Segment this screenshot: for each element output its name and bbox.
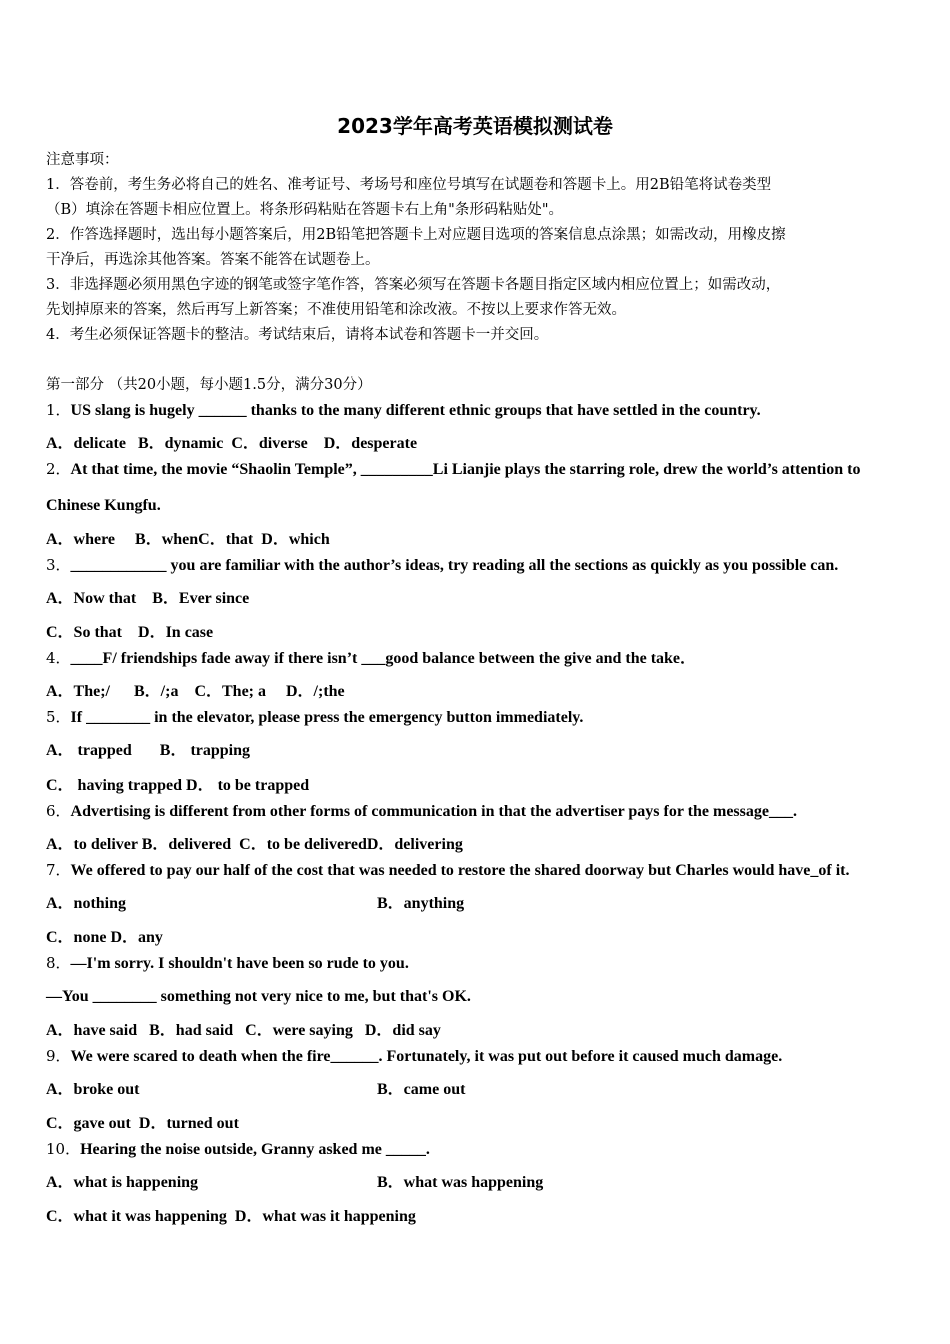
question-5-options: A． trapped B． trapping: [46, 742, 251, 759]
question-7-options: [46, 892, 465, 916]
question-5-options: C． having trapped D． to be trapped: [46, 777, 310, 794]
question-text: Hearing the noise outside, Granny asked me _____.: [80, 1141, 430, 1158]
question-1: [46, 398, 761, 423]
question-number: 2．: [46, 460, 71, 478]
notice-line: 1．答卷前，考生务必将自己的姓名、准考证号、考场号和座位号填写在试题卷和答题卡上。用2B铅笔将试卷类型: [46, 177, 772, 193]
notice-heading: 注意事项：: [46, 152, 119, 168]
option-b: B．anything: [377, 895, 465, 912]
question-9-options: C．gave out D．turned out: [46, 1115, 239, 1132]
notice-line: 3．非选择题必须用黑色字迹的钢笔或签字笔作答，答案必须写在答题卡各题目指定区域内相应位置上；如需改动，: [46, 277, 781, 293]
option-a: A．what is happening: [46, 1174, 199, 1191]
option-a: A．broke out: [46, 1081, 140, 1098]
question-text: We were scared to death when the fire______. Fortunately, it was put out before it caused much damage.: [70, 1048, 783, 1065]
question-number: 3．: [46, 556, 71, 574]
question-6-options: A．to deliver B．delivered C．to be deliveredD．delivering: [46, 836, 463, 853]
question-10-options: [46, 1171, 544, 1195]
question-3: [46, 553, 838, 578]
question-4: [46, 646, 696, 671]
question-8-options: A．have said B．had said C．were saying D．did say: [46, 1022, 441, 1039]
question-3-options: C．So that D．In case: [46, 624, 214, 641]
question-number: 8．: [46, 954, 71, 972]
question-7: [46, 858, 849, 883]
question-3-options: A．Now that B．Ever since: [46, 590, 250, 607]
question-number: 4．: [46, 649, 71, 667]
question-2: [46, 457, 860, 482]
question-number: 6．: [46, 802, 71, 820]
question-9-options: [46, 1078, 466, 1102]
notice-line: 先划掉原来的答案，然后再写上新答案；不准使用铅笔和涂改液。不按以上要求作答无效。: [46, 302, 626, 318]
question-text: If ________ in the elevator, please press the emergency button immediately.: [70, 709, 584, 726]
question-text: US slang is hugely ______ thanks to the many different ethnic groups that have settled in the country.: [70, 402, 761, 419]
question-9: [46, 1044, 782, 1069]
question-8: [46, 951, 409, 976]
question-number: 10．: [46, 1140, 81, 1158]
question-text: At that time, the movie “Shaolin Temple”, _________Li Lianjie plays the starring role, drew the world’s attention to: [70, 461, 861, 478]
option-a: A．nothing: [46, 895, 127, 912]
option-b: B．what was happening: [377, 1174, 544, 1191]
notice-line: 4．考生必须保证答题卡的整洁。考试结束后，请将本试卷和答题卡一并交回。: [46, 327, 549, 343]
option-b: B．came out: [377, 1081, 466, 1098]
page-title: 2023学年高考英语模拟测试卷: [337, 114, 613, 138]
question-number: 1．: [46, 401, 71, 419]
question-number: 5．: [46, 708, 71, 726]
question-1-options: A．delicate B．dynamic C．diverse D．desperate: [46, 435, 418, 452]
question-6: [46, 799, 797, 824]
notice-line: （B）填涂在答题卡相应位置上。将条形码粘贴在答题卡右上角"条形码粘贴处"。: [46, 202, 563, 218]
question-number: 7．: [46, 861, 71, 879]
question-2-options: A．where B．whenC．that D．which: [46, 531, 330, 548]
question-4-options: A．The;/ B．/;a C．The; a D．/;the: [46, 683, 345, 700]
question-2-continuation: Chinese Kungfu.: [46, 497, 161, 514]
notice-line: 2．作答选择题时，选出每小题答案后，用2B铅笔把答题卡上对应题目选项的答案信息点涂黑；如需改动，用橡皮擦: [46, 227, 786, 243]
question-text: We offered to pay our half of the cost that was needed to restore the shared doorway but Charles would have_of it.: [70, 862, 850, 879]
notice-line: 干净后，再选涂其他答案。答案不能答在试题卷上。: [46, 252, 380, 268]
section-heading: 第一部分 （共20小题，每小题1.5分，满分30分）: [46, 377, 372, 393]
question-text: ____F/ friendships fade away if there isn’t ___good balance between the give and the take．: [70, 650, 697, 667]
question-number: 9．: [46, 1047, 71, 1065]
question-10-options: C．what it was happening D．what was it happening: [46, 1208, 416, 1225]
question-text: ____________ you are familiar with the author’s ideas, try reading all the sections as quickly as you possible can.: [70, 557, 839, 574]
question-8-continuation: —You ________ something not very nice to me, but that's OK.: [46, 988, 471, 1005]
question-text: —I'm sorry. I shouldn't have been so rude to you.: [70, 955, 409, 972]
question-5: [46, 705, 583, 730]
question-7-options: C．none D．any: [46, 929, 163, 946]
question-text: Advertising is different from other forms of communication in that the advertiser pays for the message___.: [70, 803, 797, 820]
question-10: [46, 1137, 430, 1162]
